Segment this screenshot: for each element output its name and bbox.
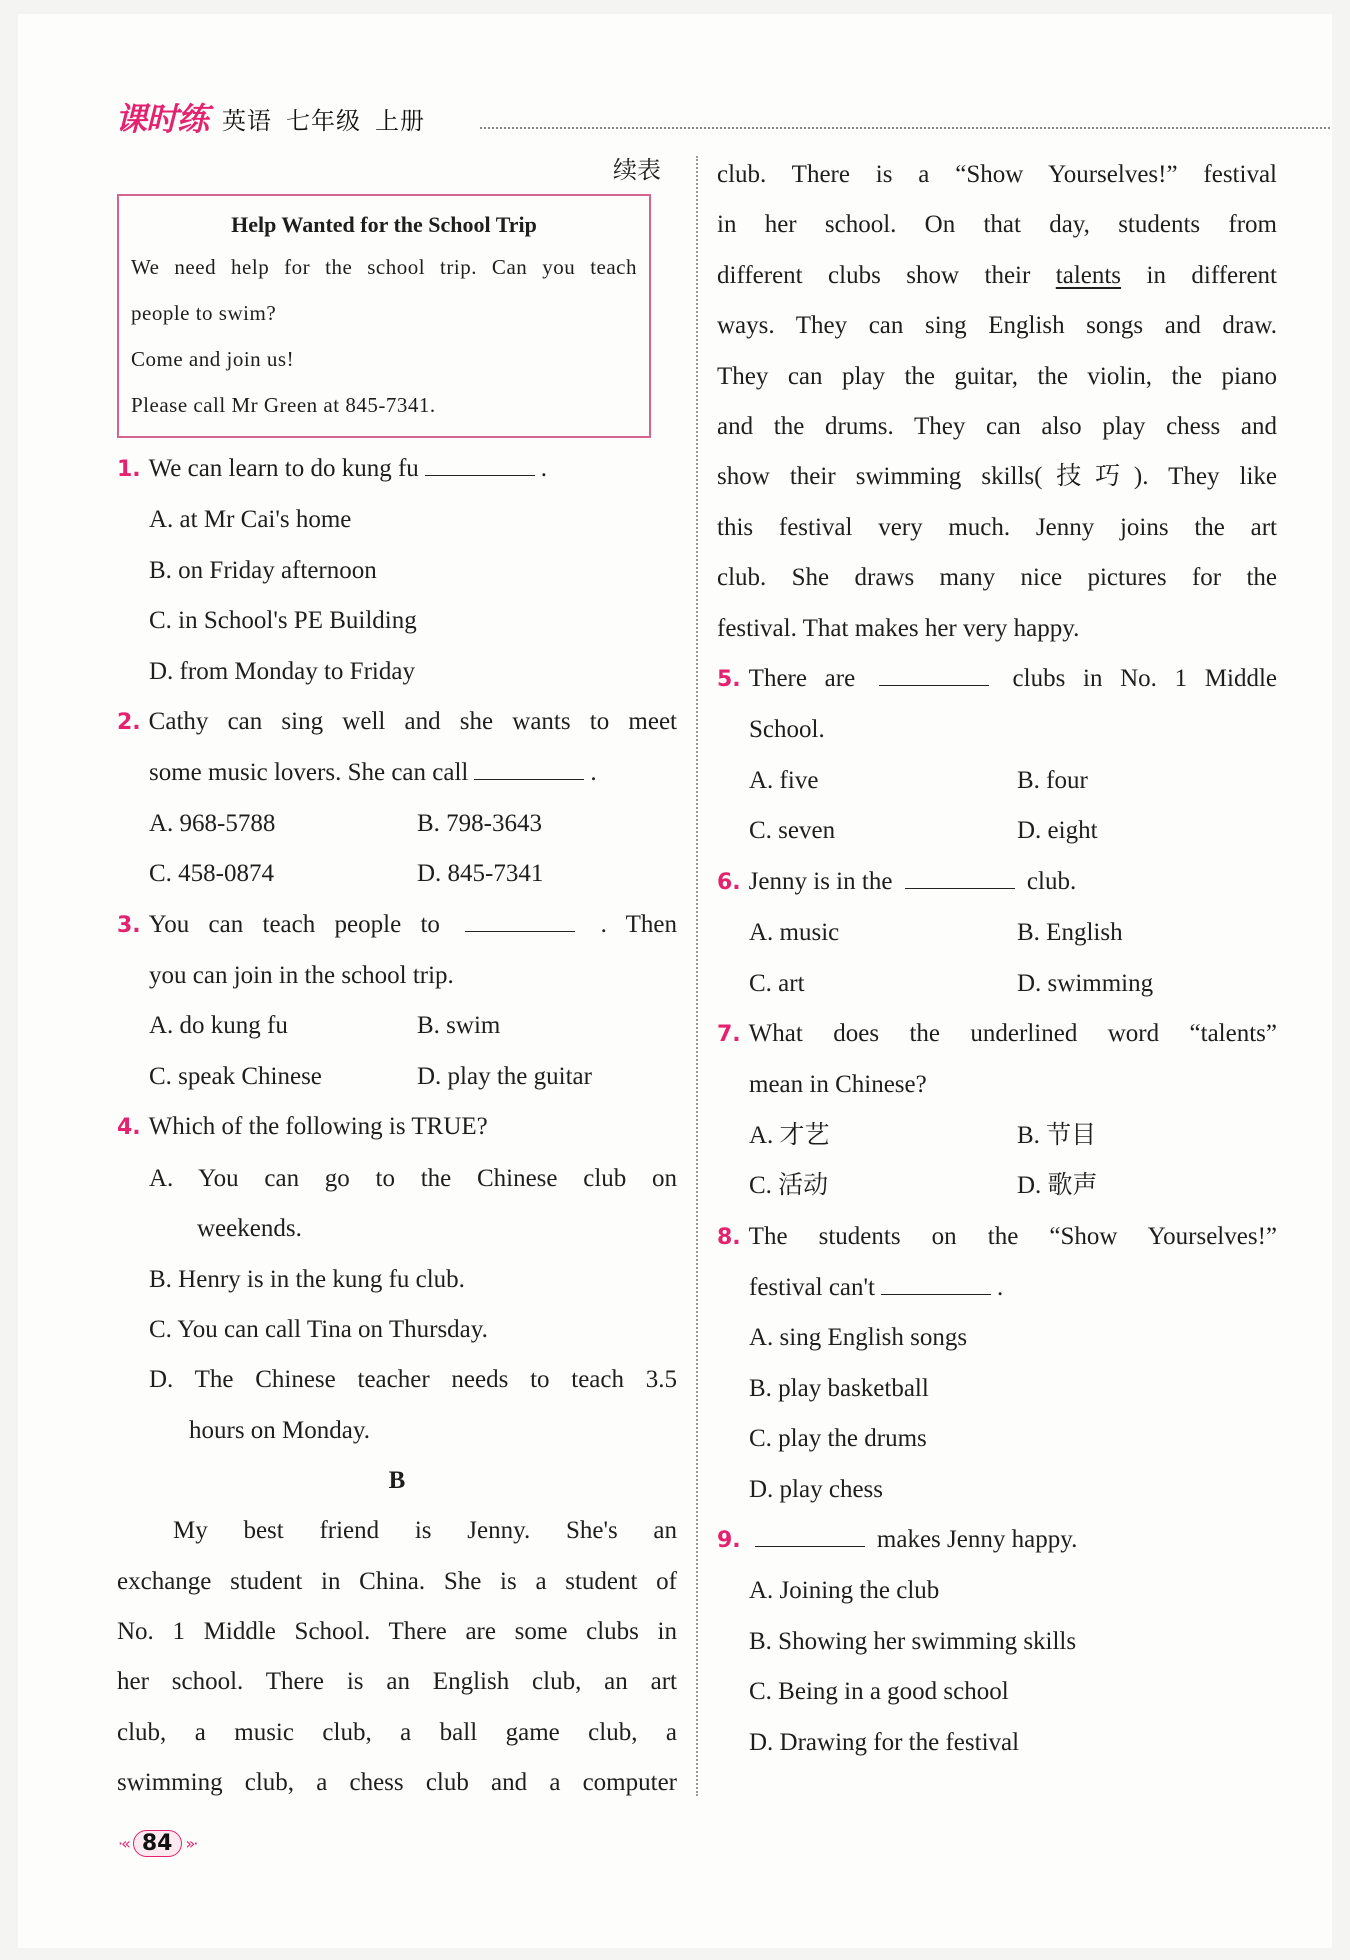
- option[interactable]: D. 歌声: [1017, 1172, 1098, 1200]
- option-cont: hours on Monday.: [189, 1416, 371, 1444]
- question-number: 8.: [717, 1224, 741, 1250]
- answer-blank[interactable]: [425, 453, 535, 476]
- option[interactable]: B. English: [1017, 919, 1123, 947]
- passage-line: exchange student in China. She is a student of: [117, 1567, 677, 1595]
- passage-line: [717, 251, 1277, 301]
- answer-blank[interactable]: [755, 1524, 865, 1547]
- option[interactable]: B. swim: [417, 1012, 501, 1040]
- question-4: [117, 1102, 677, 1153]
- option[interactable]: D. from Monday to Friday: [149, 657, 415, 685]
- question-stem-cont: you can join in the school trip.: [149, 962, 454, 990]
- question-stem: club.: [1026, 867, 1077, 895]
- answer-blank[interactable]: [881, 1272, 991, 1295]
- question-3: [117, 900, 677, 951]
- option-row: [717, 806, 1277, 856]
- brand-logo: 课时练: [115, 100, 209, 138]
- option[interactable]: C. 458-0874: [149, 860, 274, 888]
- question-stem-cont: [117, 748, 677, 798]
- header-rule: [480, 127, 1330, 129]
- question-stem: Cathy can sing well and she wants to meet: [148, 708, 677, 736]
- option-row: [117, 849, 677, 899]
- option[interactable]: B. four: [1017, 766, 1088, 794]
- option[interactable]: D. The Chinese teacher needs to teach 3.5: [149, 1366, 677, 1394]
- option[interactable]: C. art: [749, 969, 805, 997]
- option[interactable]: C. speak Chinese: [149, 1062, 322, 1090]
- question-9: [717, 1515, 1277, 1566]
- notice-line: Please call Mr Green at 845-7341.: [131, 393, 436, 417]
- question-number: 5.: [717, 667, 741, 693]
- page-number: 84: [133, 1830, 182, 1857]
- option-row: [117, 799, 677, 849]
- option[interactable]: C. in School's PE Building: [149, 607, 417, 635]
- question-1: [117, 444, 677, 495]
- option[interactable]: D. swimming: [1017, 969, 1154, 997]
- option[interactable]: A. sing English songs: [749, 1324, 968, 1352]
- underlined-word: talents: [1055, 261, 1122, 289]
- option[interactable]: B. 节目: [1017, 1121, 1097, 1149]
- grade-label: 七年级: [286, 107, 362, 135]
- option[interactable]: D. 845-7341: [417, 860, 544, 888]
- passage-line: this festival very much. Jenny joins the art: [717, 513, 1277, 541]
- passage-line: My best friend is Jenny. She's an: [173, 1517, 677, 1545]
- passage-line: festival. That makes her very happy.: [717, 614, 1080, 642]
- right-column: [717, 150, 1277, 1768]
- passage-line: club, a music club, a ball game club, a: [117, 1718, 677, 1746]
- notice-line: Come and join us!: [131, 347, 295, 371]
- question-2: [117, 697, 677, 748]
- question-stem: We can learn to do kung fu: [148, 455, 419, 482]
- page-header: [115, 96, 425, 136]
- question-stem: . Then: [600, 910, 678, 938]
- subject-label: 英语: [222, 107, 273, 135]
- option[interactable]: D. Drawing for the festival: [749, 1728, 1020, 1756]
- answer-blank[interactable]: [905, 866, 1015, 889]
- question-stem-cont: [717, 1263, 1277, 1313]
- question-stem: Which of the following is TRUE?: [148, 1113, 488, 1141]
- option[interactable]: C. Being in a good school: [749, 1678, 1009, 1706]
- answer-blank[interactable]: [465, 909, 575, 932]
- passage-line: swimming club, a chess club and a computer: [117, 1769, 677, 1797]
- section-b-label: B: [388, 1467, 406, 1495]
- question-number: 6.: [717, 869, 741, 895]
- option[interactable]: A. do kung fu: [149, 1012, 288, 1040]
- passage-line: and the drums. They can also play chess and: [717, 413, 1277, 441]
- question-number: 9.: [717, 1527, 741, 1553]
- question-stem: festival can't: [749, 1273, 875, 1301]
- option[interactable]: B. Showing her swimming skills: [749, 1627, 1077, 1655]
- question-stem: You can teach people to: [148, 910, 440, 938]
- question-stem: What does the underlined word “talents”: [748, 1019, 1277, 1047]
- column-divider: [696, 156, 698, 1796]
- question-number: 1.: [117, 457, 141, 482]
- notice-line: We need help for the school trip. Can you teach: [131, 255, 637, 279]
- continued-label: 续表: [613, 156, 661, 184]
- question-stem-cont: School.: [749, 716, 825, 744]
- question-8: [717, 1212, 1277, 1263]
- option[interactable]: A. 968-5788: [149, 809, 276, 837]
- question-stem: Jenny is in the: [748, 867, 893, 895]
- passage-line: club. There is a “Show Yourselves!” festival: [717, 161, 1277, 188]
- option[interactable]: A. music: [749, 919, 840, 947]
- option-row: [717, 959, 1277, 1009]
- question-stem: some music lovers. She can call: [149, 759, 469, 787]
- stem-end: .: [590, 759, 597, 787]
- left-column: [117, 150, 677, 1809]
- question-stem: The students on the “Show Yourselves!”: [748, 1222, 1277, 1250]
- passage-line: her school. There is an English club, an art: [117, 1668, 677, 1696]
- passage-line: club. She draws many nice pictures for the: [717, 564, 1277, 592]
- option[interactable]: A. You can go to the Chinese club on: [149, 1164, 677, 1192]
- question-stem: clubs in No. 1 Middle: [1012, 665, 1278, 693]
- notice-box: [117, 194, 651, 438]
- option[interactable]: D. play chess: [749, 1475, 883, 1503]
- question-stem-cont: mean in Chinese?: [749, 1071, 927, 1099]
- option-row: [117, 1052, 677, 1102]
- option[interactable]: C. play the drums: [749, 1425, 927, 1453]
- question-stem: There are: [748, 665, 856, 693]
- option[interactable]: D. eight: [1017, 817, 1098, 845]
- option-row: [717, 1111, 1277, 1161]
- right-chevrons-icon: »·: [185, 1834, 197, 1853]
- answer-blank[interactable]: [879, 663, 989, 686]
- question-7: [717, 1009, 1277, 1060]
- option-cont: weekends.: [197, 1215, 302, 1243]
- stem-end: .: [540, 455, 548, 482]
- question-number: 2.: [117, 710, 141, 736]
- passage-line: ways. They can sing English songs and draw.: [717, 312, 1277, 340]
- question-6: [717, 857, 1277, 908]
- question-number: 3.: [117, 912, 141, 938]
- option-row: [717, 908, 1277, 958]
- option[interactable]: C. You can call Tina on Thursday.: [149, 1315, 488, 1343]
- option[interactable]: A. at Mr Cai's home: [149, 506, 352, 534]
- answer-blank[interactable]: [474, 757, 584, 780]
- option-row: [717, 1161, 1277, 1211]
- passage-line: in her school. On that day, students from: [717, 211, 1277, 239]
- option[interactable]: B. 798-3643: [417, 809, 542, 837]
- question-stem: makes Jenny happy.: [876, 1525, 1078, 1553]
- option[interactable]: C. seven: [749, 817, 836, 845]
- page-number-badge: [118, 1830, 196, 1857]
- question-5: [717, 654, 1277, 705]
- notice-title: Help Wanted for the School Trip: [231, 212, 537, 237]
- option[interactable]: A. Joining the club: [749, 1577, 940, 1605]
- option[interactable]: A. five: [749, 766, 819, 794]
- option[interactable]: A. 才艺: [749, 1121, 830, 1149]
- option-row: [117, 1001, 677, 1051]
- option[interactable]: D. play the guitar: [417, 1062, 592, 1090]
- question-number: 4.: [117, 1115, 141, 1141]
- volume-label: 上册: [375, 107, 426, 135]
- passage-line: They can play the guitar, the violin, the piano: [717, 362, 1277, 390]
- option[interactable]: C. 活动: [749, 1172, 829, 1200]
- notice-line: people to swim?: [131, 301, 277, 325]
- passage-text: in different: [1146, 261, 1278, 289]
- passage-line: show their swimming skills(技巧). They like: [717, 463, 1277, 491]
- passage-text: different clubs show their: [717, 261, 1031, 289]
- option[interactable]: B. on Friday afternoon: [149, 556, 377, 584]
- passage-line: No. 1 Middle School. There are some clubs in: [117, 1617, 677, 1645]
- option[interactable]: B. play basketball: [749, 1374, 929, 1402]
- left-chevrons-icon: ·«: [118, 1834, 129, 1853]
- option[interactable]: B. Henry is in the kung fu club.: [149, 1265, 465, 1293]
- stem-end: .: [996, 1273, 1004, 1301]
- option-row: [717, 756, 1277, 806]
- question-number: 7.: [717, 1021, 741, 1047]
